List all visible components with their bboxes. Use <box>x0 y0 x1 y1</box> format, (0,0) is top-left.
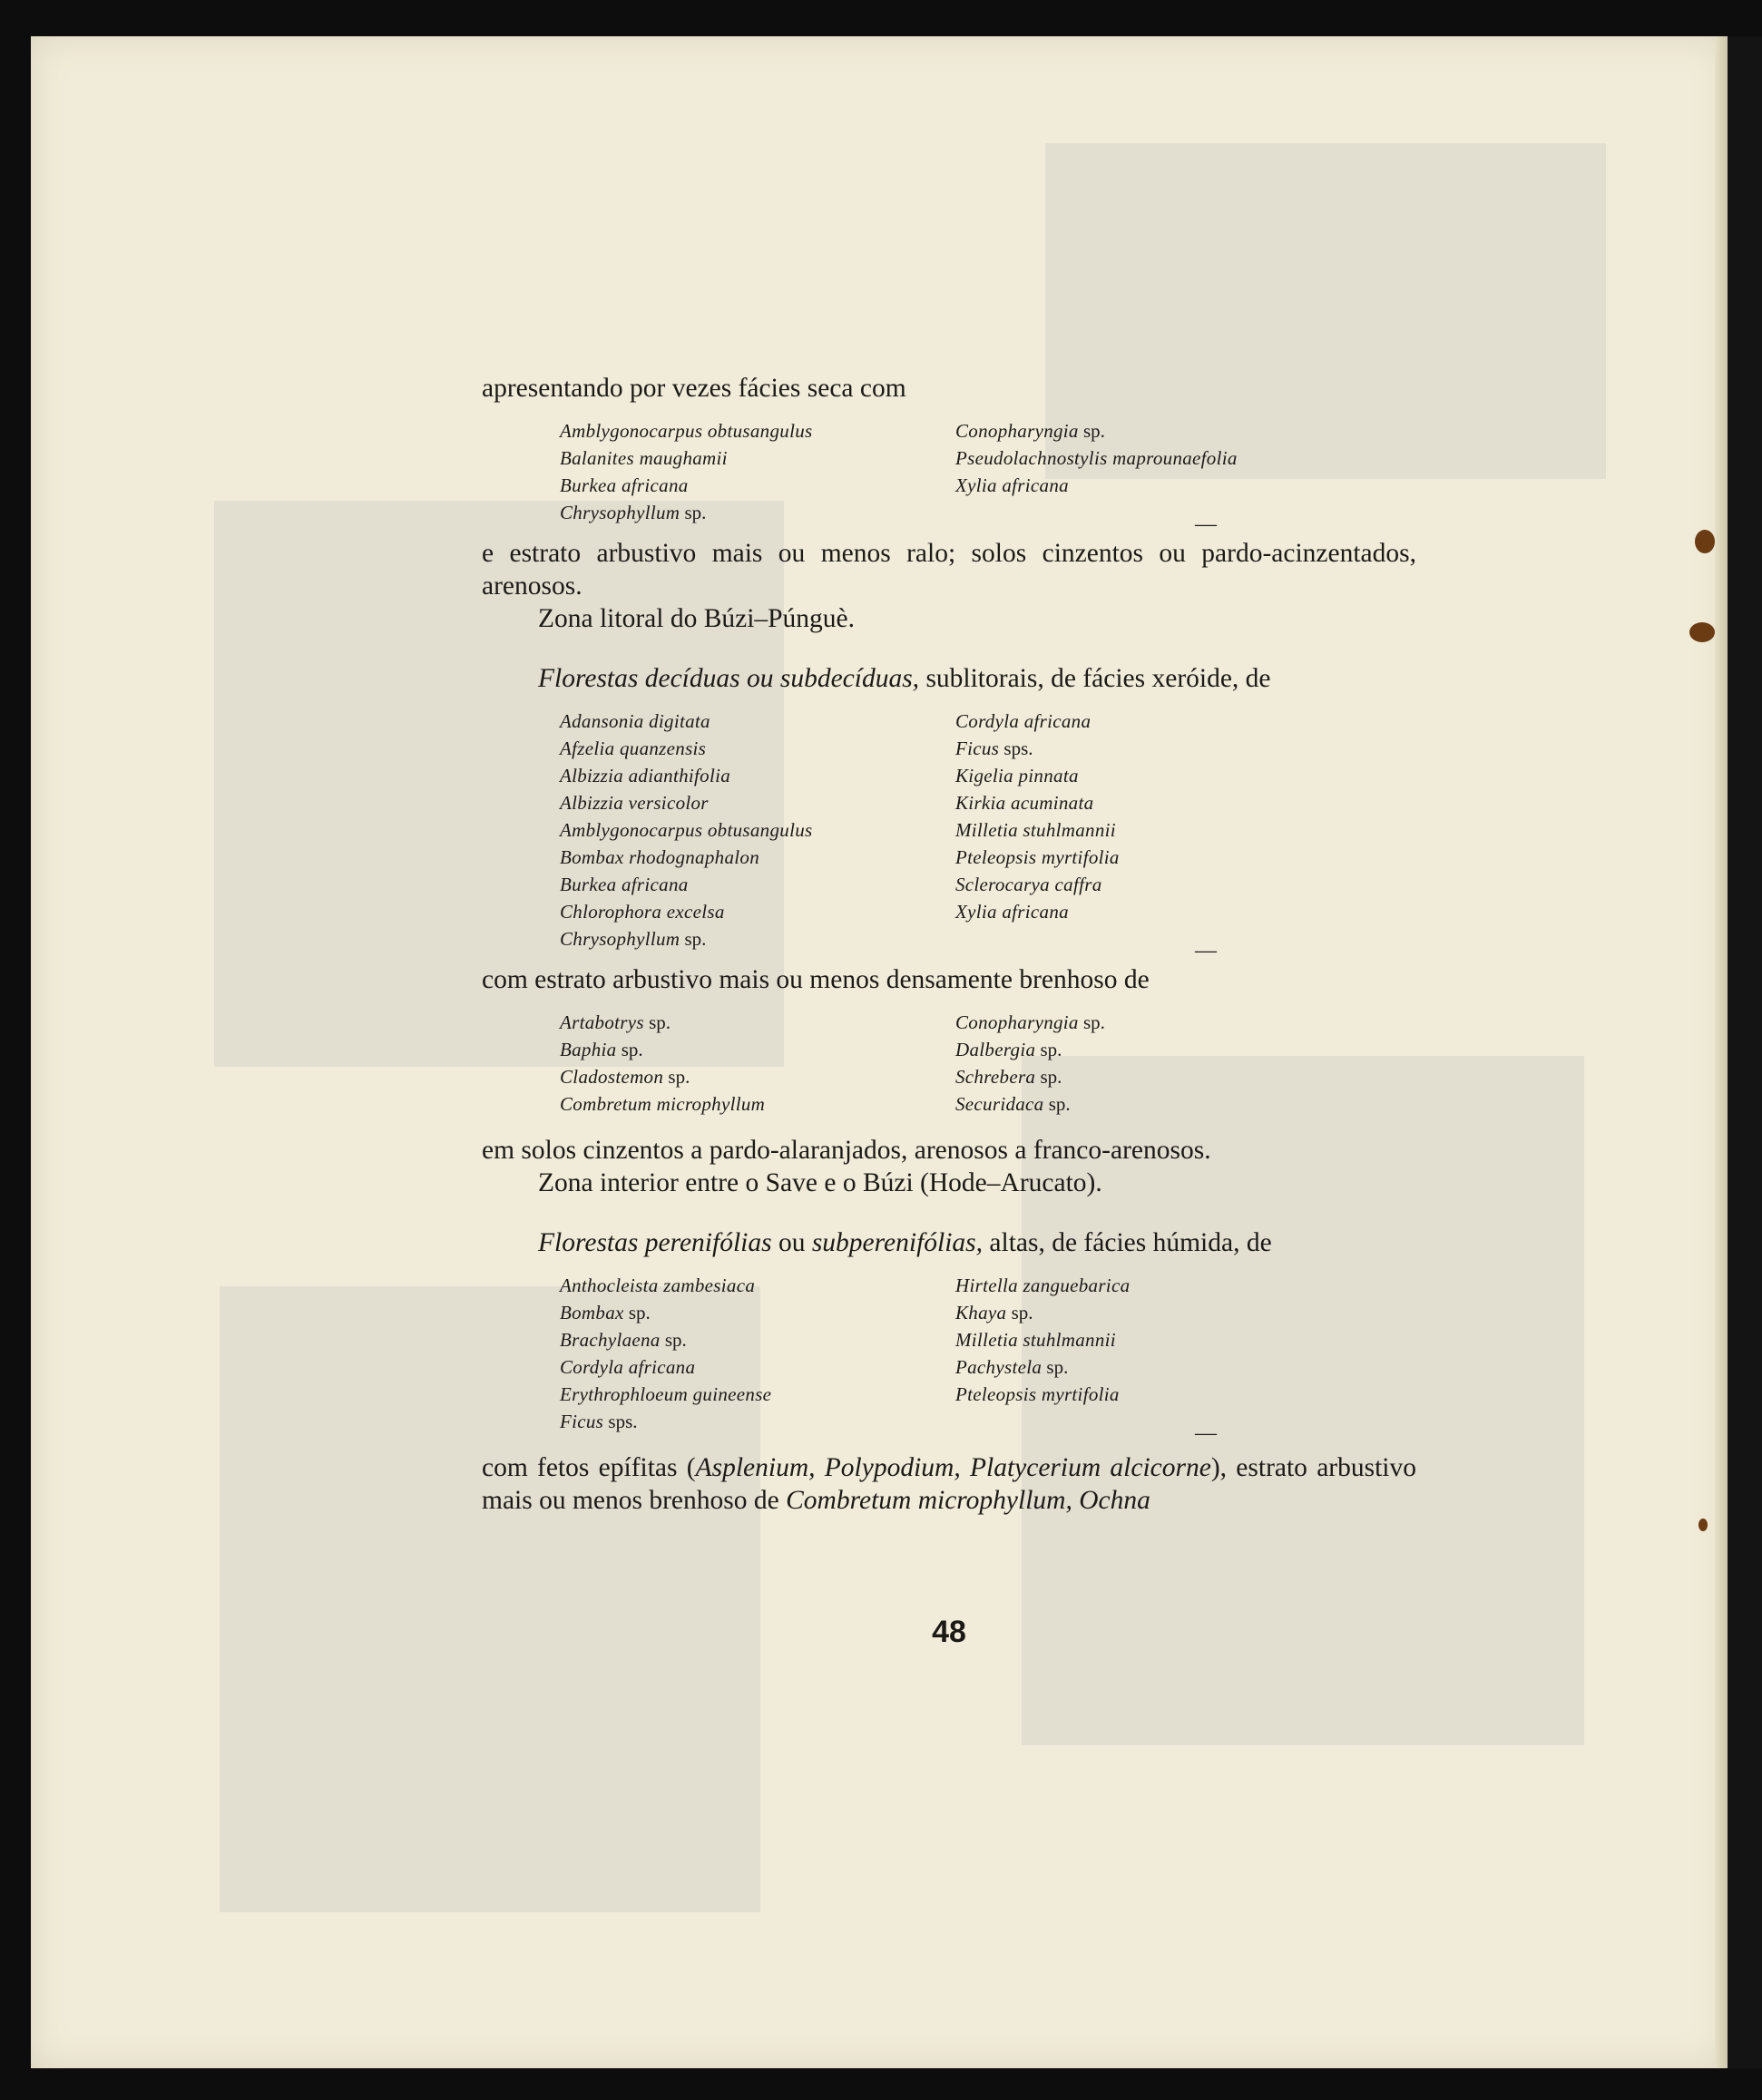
species-entry <box>560 1353 955 1381</box>
species-suffix: sp. <box>1006 1302 1033 1323</box>
species-suffix: sps. <box>999 737 1033 759</box>
species-name: Conopharyngia <box>955 1011 1079 1033</box>
paragraph: com estrato arbustivo mais ou menos densamente brenhoso de <box>482 965 1150 994</box>
species-name: Ficus <box>560 1411 604 1432</box>
paragraph: Zona interior entre o Save e o Búzi (Hode–Arucato). <box>538 1168 1102 1197</box>
species-name: Bombax rhodognaphalon <box>560 846 759 868</box>
species-name: Pteleopsis myrtifolia <box>955 1383 1120 1405</box>
plain-text: sublitorais, de fácies xeróide, de <box>919 664 1271 693</box>
species-entry <box>560 844 955 871</box>
paragraph: e estrato arbustivo mais ou menos ralo; solos cinzentos ou pardo-acinzentados, arenosos. <box>482 539 1416 601</box>
species-suffix: sp. <box>616 1039 643 1060</box>
italic-text: Florestas perenifólias <box>538 1228 772 1257</box>
species-name: Combretum microphyllum <box>560 1093 766 1115</box>
species-suffix: sp. <box>680 502 707 523</box>
species-column-right <box>955 417 1336 526</box>
list-end-dash: — <box>1195 513 1217 536</box>
section-heading <box>482 662 1416 695</box>
species-name: Albizzia versicolor <box>560 792 709 814</box>
species-entry <box>560 762 955 789</box>
species-name: Schrebera <box>955 1066 1036 1088</box>
species-entry <box>955 898 1336 925</box>
paragraph: em solos cinzentos a pardo-alaranjados, arenosos a franco-arenosos. <box>482 1136 1211 1165</box>
species-entry <box>560 708 955 735</box>
species-entry <box>955 844 1336 871</box>
species-suffix: sp. <box>660 1329 687 1351</box>
species-suffix: sps. <box>603 1411 638 1432</box>
species-column-left <box>560 1009 955 1118</box>
section-heading <box>482 1226 1416 1259</box>
species-entry <box>560 499 955 526</box>
species-entry <box>955 1299 1336 1326</box>
italic-text: Asplenium, Polypodium, Platycerium alcicorne <box>695 1453 1211 1482</box>
species-name: Xylia africana <box>955 474 1069 496</box>
species-entry <box>560 871 955 898</box>
species-suffix: sp. <box>1078 1011 1105 1033</box>
species-name: Erythrophloeum guineense <box>560 1383 772 1405</box>
species-list <box>482 417 1416 526</box>
species-column-left <box>560 708 955 952</box>
species-entry <box>560 925 955 952</box>
species-suffix: sp. <box>1042 1356 1069 1378</box>
plain-text: altas, de fácies húmida, de <box>983 1228 1272 1257</box>
species-name: Sclerocarya caffra <box>955 874 1102 895</box>
species-name: Burkea africana <box>560 474 689 496</box>
species-name: Cladostemon <box>560 1066 664 1088</box>
binding-hole <box>1698 1519 1708 1531</box>
species-name: Amblygonocarpus obtusangulus <box>560 420 813 442</box>
species-name: Kigelia pinnata <box>955 765 1079 786</box>
book-page <box>31 36 1728 2068</box>
species-name: Albizzia adianthifolia <box>560 765 731 786</box>
species-name: Kirkia acuminata <box>955 792 1094 814</box>
species-name: Hirtella zanguebarica <box>955 1275 1131 1296</box>
species-entry <box>560 735 955 762</box>
species-entry <box>955 1326 1336 1353</box>
page-spine <box>1715 36 1728 2068</box>
plain-text: ou <box>771 1228 812 1257</box>
species-name: Cordyla africana <box>955 710 1091 732</box>
italic-text: Florestas decíduas ou subdecíduas, <box>538 664 920 693</box>
species-column-right <box>955 1272 1336 1435</box>
species-column-left <box>560 1272 955 1435</box>
species-entry <box>560 1036 955 1063</box>
species-name: Adansonia digitata <box>560 710 710 732</box>
page-number: 48 <box>932 1615 966 1649</box>
species-name: Dalbergia <box>955 1039 1036 1060</box>
list-end-dash: — <box>1195 1421 1217 1445</box>
species-name: Afzelia quanzensis <box>560 737 707 759</box>
species-name: Chrysophyllum <box>560 502 680 523</box>
species-entry <box>560 1299 955 1326</box>
species-name: Khaya <box>955 1302 1007 1323</box>
species-list <box>482 1009 1416 1118</box>
species-name: Pachystela <box>955 1356 1043 1378</box>
species-name: Milletia stuhlmannii <box>955 819 1116 841</box>
species-name: Chrysophyllum <box>560 928 680 950</box>
species-suffix: sp. <box>1078 420 1105 442</box>
binding-hole <box>1695 530 1715 553</box>
page-content <box>482 372 1416 1649</box>
species-entry <box>955 816 1336 844</box>
species-entry <box>955 871 1336 898</box>
species-entry <box>560 1063 955 1090</box>
species-entry <box>560 472 955 499</box>
italic-text: Combretum microphyllum, Ochna <box>786 1486 1150 1515</box>
species-list <box>482 708 1416 952</box>
species-name: Burkea africana <box>560 874 689 895</box>
page-edge <box>1728 36 1762 2068</box>
plain-text: com fetos epífitas ( <box>482 1453 696 1482</box>
species-entry <box>560 898 955 925</box>
species-suffix: sp. <box>643 1011 671 1033</box>
species-entry <box>955 1353 1336 1381</box>
species-suffix: sp. <box>1035 1066 1062 1088</box>
species-suffix: sp. <box>663 1066 690 1088</box>
species-entry <box>560 816 955 844</box>
species-entry <box>955 1063 1336 1090</box>
species-entry <box>560 1381 955 1408</box>
species-name: Cordyla africana <box>560 1356 696 1378</box>
species-entry <box>560 1090 955 1118</box>
list-end-dash: — <box>1195 939 1217 962</box>
species-name: Brachylaena <box>560 1329 661 1351</box>
species-entry <box>955 1009 1336 1036</box>
species-entry <box>560 789 955 816</box>
species-suffix: sp. <box>623 1302 651 1323</box>
species-entry <box>955 708 1336 735</box>
species-name: Milletia stuhlmannii <box>955 1329 1116 1351</box>
species-entry <box>560 1272 955 1299</box>
species-suffix: sp. <box>1043 1093 1071 1115</box>
species-entry <box>955 735 1336 762</box>
species-name: Xylia africana <box>955 901 1069 923</box>
paragraph: Zona litoral do Búzi–Púnguè. <box>538 604 856 633</box>
species-name: Conopharyngia <box>955 420 1079 442</box>
species-entry <box>955 1036 1336 1063</box>
species-name: Amblygonocarpus obtusangulus <box>560 819 813 841</box>
species-name: Anthocleista zambesiaca <box>560 1275 756 1296</box>
species-entry <box>560 417 955 444</box>
species-list <box>482 1272 1416 1435</box>
species-name: Pseudolachnostylis maprounaefolia <box>955 447 1238 469</box>
paragraph <box>482 1451 1416 1517</box>
binding-hole <box>1689 622 1715 642</box>
species-entry <box>955 472 1336 499</box>
species-entry <box>560 444 955 472</box>
italic-text: subperenifólias, <box>811 1228 984 1257</box>
species-column-right <box>955 708 1336 952</box>
plain-text: ), estrato arbustivo mais ou menos brenhoso de <box>482 1453 1416 1515</box>
species-name: Bombax <box>560 1302 624 1323</box>
species-name: Ficus <box>955 737 1000 759</box>
species-entry <box>955 417 1336 444</box>
species-suffix: sp. <box>680 928 707 950</box>
species-name: Chlorophora excelsa <box>560 901 725 923</box>
species-name: Artabotrys <box>560 1011 644 1033</box>
species-column-right <box>955 1009 1336 1118</box>
species-entry <box>560 1009 955 1036</box>
species-entry <box>955 1272 1336 1299</box>
species-name: Securidaca <box>955 1093 1044 1115</box>
species-entry <box>560 1408 955 1435</box>
species-entry <box>955 1090 1336 1118</box>
species-entry <box>955 762 1336 789</box>
species-name: Pteleopsis myrtifolia <box>955 846 1120 868</box>
species-name: Baphia <box>560 1039 617 1060</box>
species-entry <box>955 789 1336 816</box>
species-column-left <box>560 417 955 526</box>
species-name: Balanites maughamii <box>560 447 728 469</box>
paragraph: apresentando por vezes fácies seca com <box>482 374 906 403</box>
species-entry <box>560 1326 955 1353</box>
species-suffix: sp. <box>1035 1039 1062 1060</box>
species-entry <box>955 1381 1336 1408</box>
species-entry <box>955 444 1336 472</box>
